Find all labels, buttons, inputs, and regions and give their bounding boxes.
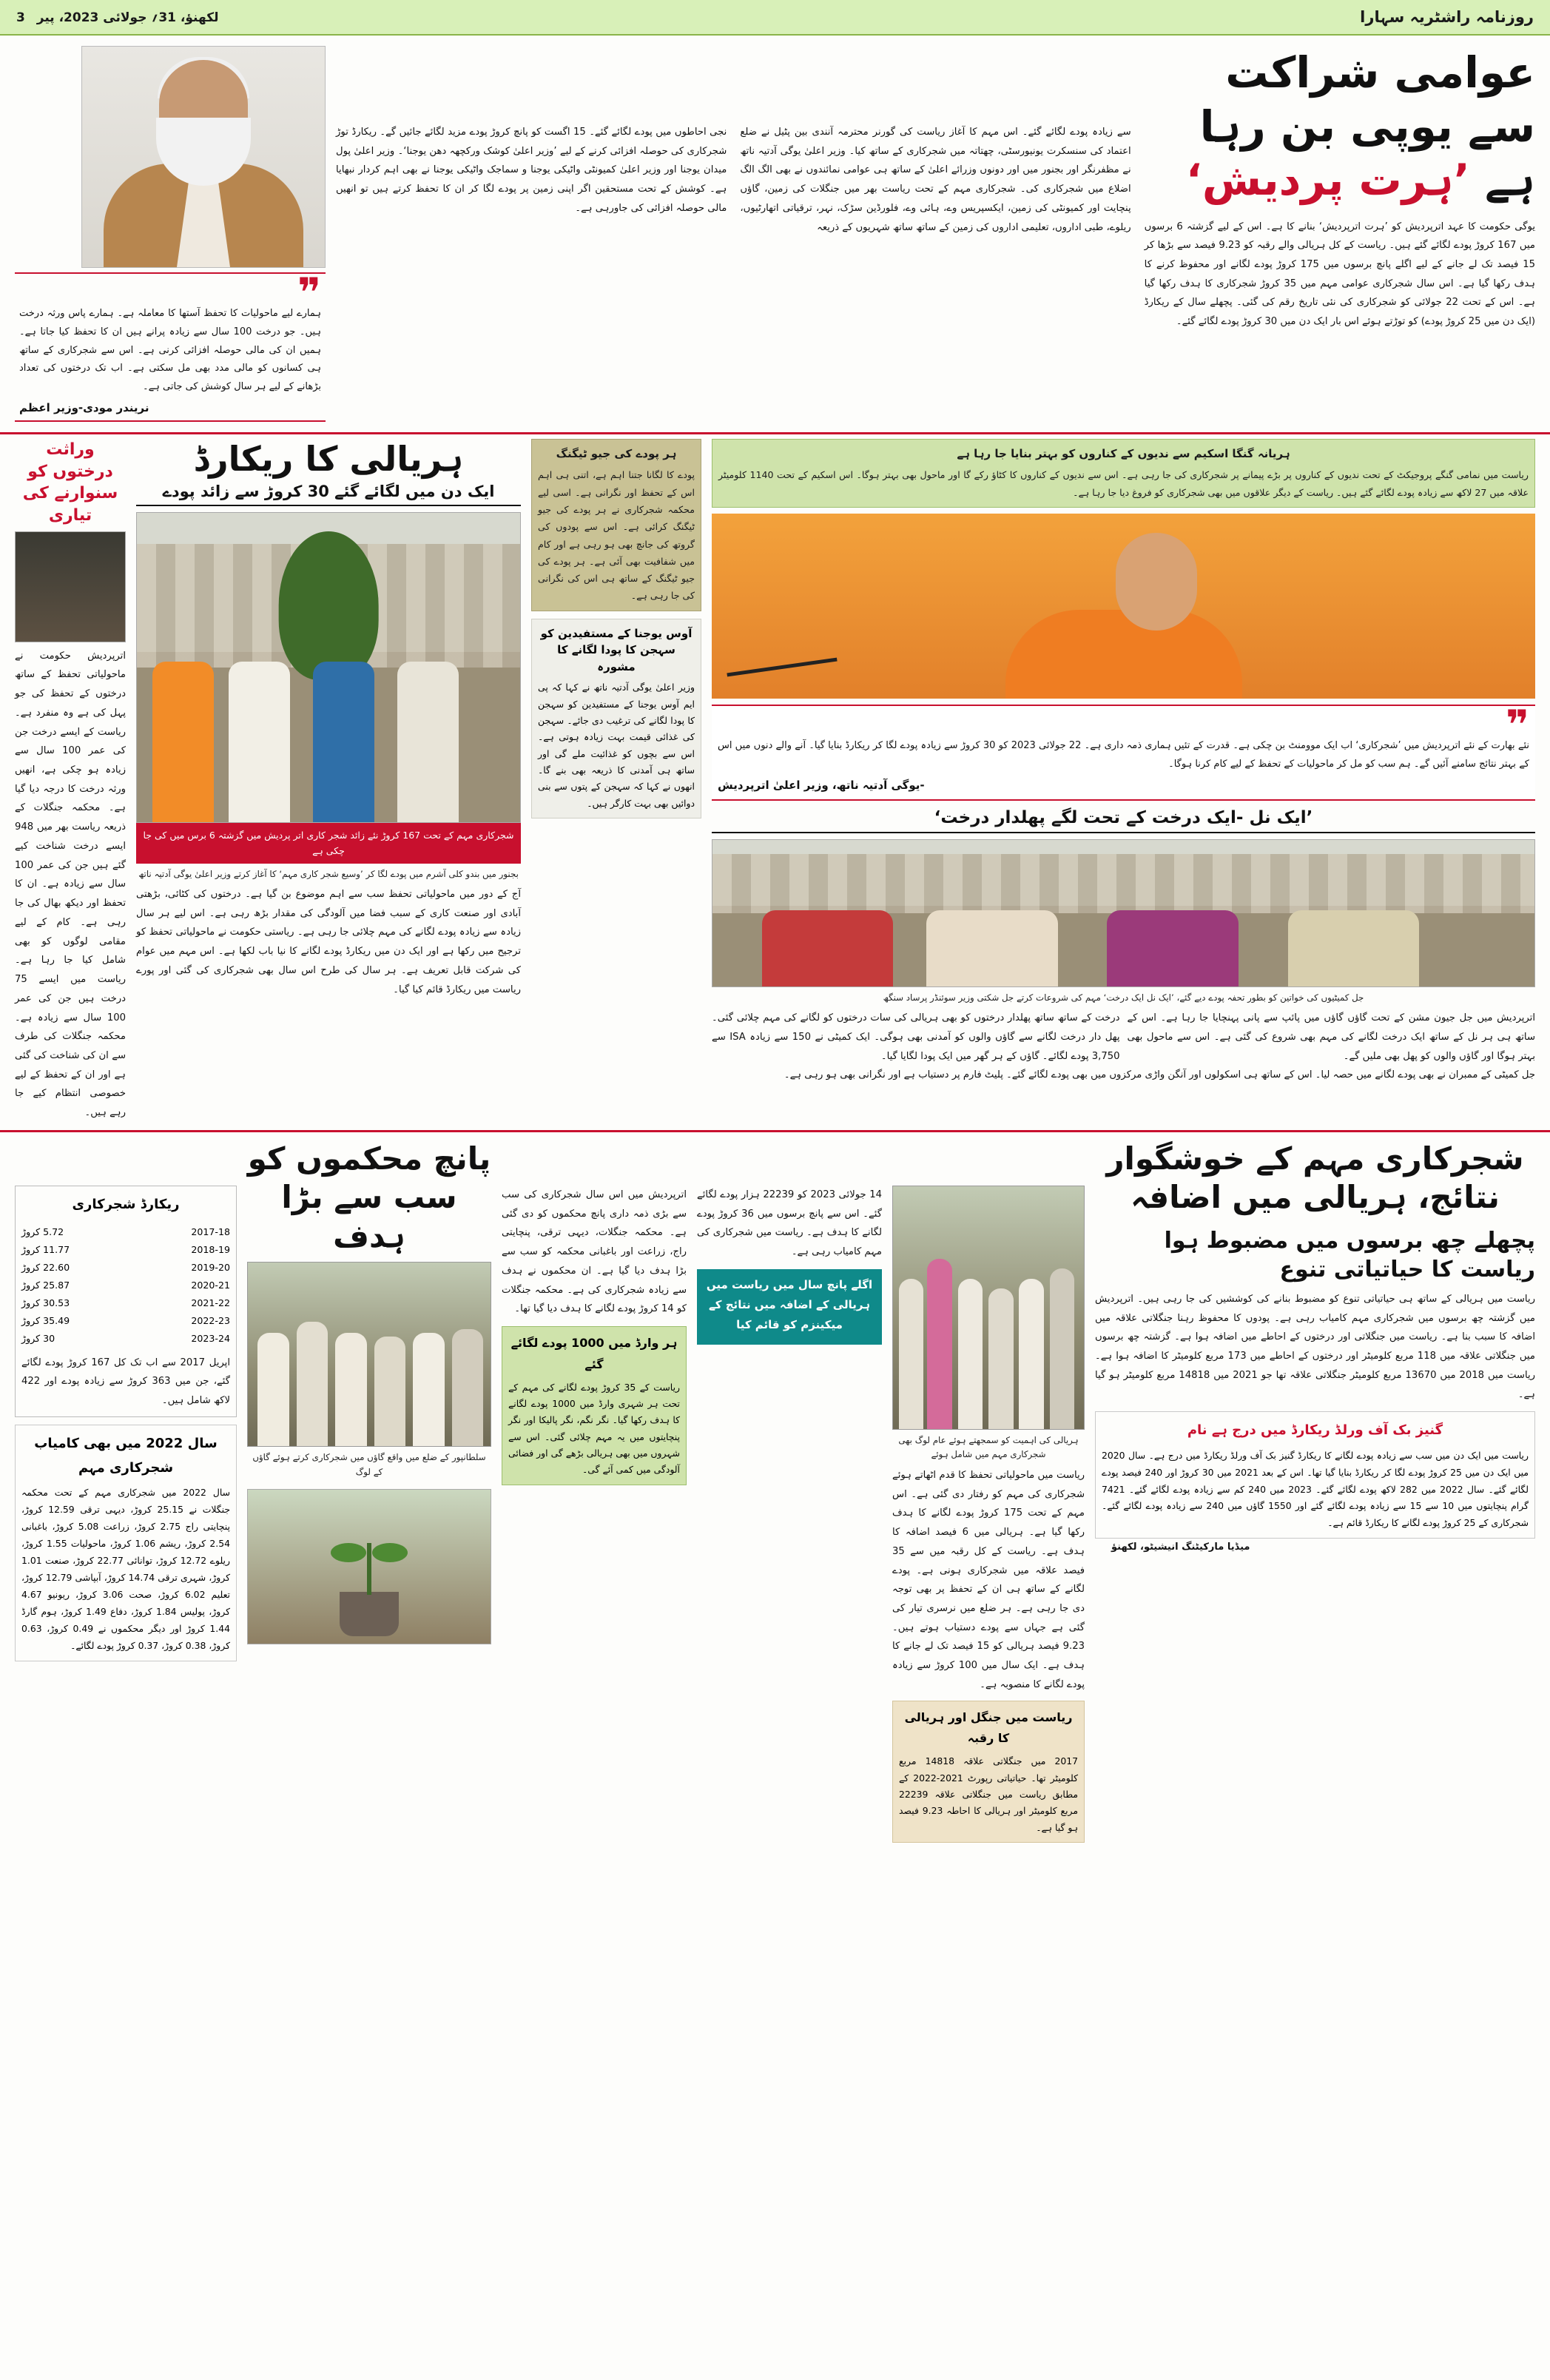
five-departments-headline: پانچ محکموں کو سب سے بڑا ہدف <box>247 1140 491 1254</box>
table-row <box>21 1330 230 1348</box>
ek-nal-body-left: اترپردیش میں جل جیون مشن کے تحت گاؤں گاؤں میں پائپ سے پانی پہنچایا جا رہا ہے۔ اس کے ساتھ ہی ہر نل کے ساتھ ایک درخت لگانے کی مہم بھی شروع کی گئی ہے۔ اس سے ماحول بھی بہتر ہوگا اور گاؤں والوں کو پھل بھی ملیں گے۔ <box>1127 1012 1535 1062</box>
quote-mark-icon: ❞ <box>297 269 321 316</box>
record-value: 22.60 کروڑ <box>21 1261 70 1273</box>
ward-plantation-column <box>502 1140 687 1843</box>
next-five-years-title: اگلے پانچ سال میں ریاست میں ہریالی کے اضافہ میں نتائج کے میکینزم کو قائم کیا <box>706 1277 873 1331</box>
namami-gange-body: ریاست میں نمامی گنگے پروجیکٹ کے تحت ندیوں کے کناروں پر بڑے پیمانے پر شجرکاری کی جا رہی ہے۔ اس سے ندیوں کے کناروں کا کٹاؤ رکے گا اور ماحول بھی بہتر ہوگا۔ اس اسکیم کے تحت 1140 کلومیٹر علاقہ میں 27 لاکھ سے زیادہ پودے لگائے گئے ہیں۔ ریاست کے دیگر علاقوں میں بھی شجرکاری کو فروغ دیا جا رہا ہے۔ <box>718 469 1529 498</box>
edition-line <box>16 10 218 25</box>
results-headline: شجرکاری مہم کے خوشگوار نتائج، ہریالی میں اضافہ <box>1106 1140 1524 1216</box>
water-committee-photo <box>712 839 1535 987</box>
year-2022-box <box>15 1425 237 1661</box>
lead-column-2 <box>740 46 1131 422</box>
record-value: 35.49 کروڑ <box>21 1314 70 1326</box>
ek-nal-body-right: درخت کے ساتھ ساتھ پھلدار درختوں کو بھی ہریالی کی سات درختوں کو لگانے کی مہم چلائی گئی۔ پھل دار درخت لگانے سے گاؤں والوں کو آمدنی بھی ہوگی۔ ایک کمیٹی نے 150 سے زیادہ ISA سے 3,750 پودے لگائے۔ گاؤں کے ہر گھر میں ایک پودا لگایا گیا۔ <box>712 1012 1120 1062</box>
record-year: 2019-20 <box>191 1261 230 1273</box>
lead-body-2: سے زیادہ پودے لگائے گئے۔ اس مہم کا آغاز ریاست کی گورنر محترمہ آنندی بین پٹیل نے ضلع اعتماد کی سنسکرت یونیورسٹی، چھتاتہ میں شجرکاری کے ساتھ کیا۔ وزیر اعلیٰ یوگی آدتیہ ناتھ نے مظفرنگر اور بجنور میں اور دونوں وزرائے اعلیٰ کے ساتھ ہی عوامی نمائندوں نے بھی الگ الگ اضلاع میں شجرکاری کی۔ شجرکاری مہم کے تحت ریاست بھر میں جنگلات کی زمین، گاؤں پنچایت اور کمیونٹی کی زمین، ایکسپریس وے، ہائی وے، فلورڈین سڑک، نہر، ترقیاتی اتھارٹیوں، ریلوے، طبی اداروں، تعلیمی اداروں کی زمین کے ساتھ ساتھ شہریوں کے ذریعہ <box>740 127 1131 233</box>
lead-body-3: نجی احاطوں میں پودے لگائے گئے۔ 15 اگست کو پانچ کروڑ پودے مزید لگائے جائیں گے۔ ریکارڈ توڑ شجرکاری کی حوصلہ افزائی کرنے کے لیے ’وزیر اعلیٰ کوشک ورکچھہ دھن یوجنا‘۔ وزیر اعلیٰ پول میدان یوجنا اور وزیر اعلیٰ کمیونٹی واٹیکی یوجنا و سماجک واٹیکی یوجنا نے بھی اہم کردار نبھایا ہے۔ کوشش کے تحت مستحقین اگر اپنی زمین پر پودے لگا کر ان کا تحفظ کرتے ہیں تو انھیں مالی حوصلہ افزائی کی جاورہی ہے۔ <box>336 127 727 214</box>
hariyali-body: آج کے دور میں ماحولیاتی تحفظ سب سے اہم موضوع بن گیا ہے۔ درختوں کی کٹائی، بڑھتی آبادی اور صنعت کاری کے سبب فضا میں آلودگی کی مقدار بڑھ رہی ہے۔ اس لیے ہر سال زیادہ سے زیادہ پودے لگانے کی مہم چلائی جا رہی ہے۔ ریاستی حکومت نے ماحولیاتی تحفظ کو ترجیح میں رکھا ہے اور ایک دن میں ریکارڈ پودے لگانے کا نیا باب لکھا ہے۔ اس مہم میں عوام کی شرکت قابل تعریف ہے۔ ہر سال کی طرح اس سال بھی شجرکاری کی گئی اور پورے ریاست میں ریکارڈ قائم کیا گیا۔ <box>136 888 521 995</box>
pm-quote-block <box>15 269 326 422</box>
table-row <box>21 1259 230 1277</box>
lead-column-3 <box>336 46 727 422</box>
cm-plantation-caption: بجنور میں بندو کلی آشرم میں پودے لگا کر ’وسیع شجر کاری مہم‘ کا آغاز کرتے وزیر اعلیٰ یوگی آدتیہ ناتھ <box>138 868 519 879</box>
biodiversity-column <box>1095 1140 1535 1843</box>
record-year: 2018-19 <box>191 1244 230 1256</box>
quote-mark-icon-2: ❞ <box>1506 701 1529 748</box>
yogi-quote-text: نئے بھارت کے نئے اترپردیش میں ’شجرکاری‘ اب ایک موومنٹ بن چکی ہے۔ قدرت کے تئیں ہماری ذمہ داری ہے۔ 22 جولائی 2023 کو 30 کروڑ سے زیادہ پودے لگا کر ریکارڈ بنایا گیا۔ آنے والے دنوں میں اس کے بہتر نتائج سامنے آئیں گے۔ ہم سب کو مل کر ماحولیات کے تحفظ کے لیے کام کرنا ہوگا۔ <box>718 740 1529 770</box>
record-year: 2020-21 <box>191 1279 230 1291</box>
guinness-record-title: گنیز بک آف ورلڈ ریکارڈ میں درج ہے نام <box>1187 1422 1443 1439</box>
pm-quote-attribution: نریندر مودی-وزیر اعظم <box>19 400 149 414</box>
record-year: 2023-24 <box>191 1332 230 1344</box>
ward-plantation-box <box>502 1326 687 1485</box>
lead-headline-main: عوامی شراکت سے یوپی بن رہا ہے <box>1199 47 1535 205</box>
ward-plantation-title: ہر وارڈ میں 1000 پودے لگائے گئے <box>511 1336 678 1371</box>
sahjan-advice-box <box>531 619 701 818</box>
village-plantation-photo <box>247 1262 491 1447</box>
table-row <box>21 1277 230 1294</box>
heritage-trees-title: وراثت درختوں کو سنوارنے کی تیاری <box>22 440 118 525</box>
year-2022-title: سال 2022 میں بھی کامیاب شجرکاری مہم <box>34 1435 218 1476</box>
paper-name: روزنامہ راشٹریہ سہارا <box>1360 8 1534 26</box>
biodiversity-headline: پچھلے چھ برسوں میں مضبوط ہوا ریاست کا حیاتیاتی تنوع <box>1164 1227 1535 1283</box>
pm-quote-text: ہمارے لیے ماحولیات کا تحفظ آستھا کا معاملہ ہے۔ ہمارے پاس ورثہ درخت ہیں۔ جو درخت 100 سال سے زیادہ پرانے ہیں ان کا تحفظ کیا جاتا ہے۔ ہمیں ان کی مالی حوصلہ افزائی کرنی ہے۔ اس سے شجرکاری کے ساتھ ہی کسانوں کو مالی مدد بھی مل سکتی ہے۔ اب تک درختوں کی تعداد بڑھانے کے لیے ہر سال کوشش کی جاتی ہے۔ <box>19 308 321 393</box>
record-value: 11.77 کروڑ <box>21 1244 70 1256</box>
lead-story <box>0 36 1550 426</box>
biodiversity-body: ریاست میں ہریالی کے ساتھ ہی حیاتیاتی تنوع کو مضبوط بنانے کی کوششیں کی جا رہی ہیں۔ اترپردیش میں گزشتہ چھ برسوں میں شجرکاری مہم کامیاب رہی ہے۔ پودوں کا محفوظ رہنا جنگلاتی علاقہ میں اضافہ کا سبب بنا ہے۔ ریاست میں جنگلاتی اور درختوں کے احاطے میں اضافہ ہوا ہے۔ گزشتہ چھ برسوں میں جنگلاتی علاقہ میں 118 مربع کلومیٹر اور درختوں کے احاطے میں 173 مربع کلومیٹر کا اضافہ ہوا ہے۔ ریاست میں 2018 میں 13670 مربع کلومیٹر جنگلاتی علاقہ تھا جو 2021 میں 14818 مربع کلومیٹر ہو گیا ہے۔ <box>1095 1293 1536 1400</box>
heritage-tree-photo <box>15 531 126 642</box>
table-row <box>21 1223 230 1241</box>
geo-tagging-column <box>531 439 701 1123</box>
forest-area-box <box>892 1701 1085 1843</box>
community-plantation-photo <box>892 1186 1085 1430</box>
table-row <box>21 1312 230 1330</box>
record-value: 30 کروڑ <box>21 1332 55 1344</box>
hariyali-subheadline: ایک دن میں لگائے گئے 30 کروڑ سے زائد پودے <box>136 483 521 506</box>
masthead <box>0 0 1550 36</box>
lead-column-1 <box>1145 46 1535 422</box>
yearwise-records-box <box>15 1186 237 1417</box>
water-committee-caption: جل کمیٹیوں کی خواتین کو بطور تحفہ پودے دیے گئے، ’ایک نل ایک درخت‘ مہم کی شروعات کرتے جل شکتی وزیر سوئنڈر پرساد سنگھ <box>883 992 1364 1003</box>
heritage-trees-body: اترپردیش حکومت نے ماحولیاتی تحفظ کے ساتھ درختوں کے تحفظ کی جو پہل کی ہے وہ منفرد ہے۔ ریاست کے ایسے درخت جن کی عمر 100 سال سے زیادہ ہو چکی ہے، انھیں ورثہ درخت کا درجہ دیا گیا ہے۔ محکمہ جنگلات کے ذریعہ ریاست بھر میں 948 ایسے درخت شناخت کیے گئے ہیں جن کی عمر 100 سال سے زیادہ ہے۔ ان کا تحفظ اور دیکھ بھال کی جا رہی ہے۔ کام کے لیے مقامی لوگوں کو بھی شامل کیا جا رہا ہے۔ ریاست میں ایسے 75 درخت ہیں جن کی عمر 100 سال سے زیادہ ہے۔ محکمہ جنگلات کی طرف سے ان کی شناخت کی گئی ہے اور ان کے تحفظ کے لیے خصوصی انتظام کیے جا رہے ہیں۔ <box>15 650 126 1119</box>
yearwise-records-title: ریکارڈ شجرکاری <box>72 1196 180 1212</box>
lead-columns <box>336 46 1535 422</box>
next-five-years-intro: 14 جولائی 2023 کو 22239 ہزار پودے لگائے گئے۔ اس سے پانچ برسوں میں 36 کروڑ پودے لگانے کا ہدف ہے۔ ریاست میں شجرکاری کی مہم کامیاب رہی ہے۔ <box>697 1189 882 1258</box>
ward-plantation-body: ریاست کے 35 کروڑ پودے لگانے کی مہم کے تحت ہر شہری وارڈ میں 1000 پودے لگانے کا ہدف رکھا گیا۔ نگر نگم، نگر پالیکا اور نگر پنچایتوں میں یہ مہم چلائی گئی۔ اس سے شہروں میں بھی ہریالی بڑھے گی اور فضائی آلودگی میں کمی آئے گی۔ <box>508 1381 680 1476</box>
cm-plantation-photo <box>136 512 521 823</box>
forest-area-title: ریاست میں جنگل اور ہریالی کا رقبہ <box>904 1710 1073 1746</box>
results-mid-column <box>892 1140 1085 1843</box>
yearwise-records-note: اپریل 2017 سے اب تک کل 167 کروڑ پودے لگائے گئے، جن میں 363 کروڑ سے زیادہ پودے اور 422 لاکھ شامل ہیں۔ <box>21 1357 231 1407</box>
geo-tagging-box <box>531 439 701 611</box>
yogi-quote-attribution: -یوگی آدتیہ ناتھ، وزیر اعلیٰ اترپردیش <box>718 778 925 792</box>
record-year: 2017-18 <box>191 1226 230 1238</box>
record-year: 2022-23 <box>191 1314 230 1326</box>
yogi-column <box>712 439 1535 1123</box>
hariyali-main-column <box>136 439 521 1123</box>
sapling-photo <box>247 1489 491 1644</box>
edition-date: لکھنؤ، 31؍ جولائی 2023، پیر <box>36 10 219 25</box>
forest-area-body: 2017 میں جنگلاتی علاقہ 14818 مربع کلومیٹر تھا۔ حیاتیاتی رپورٹ 2021-2022 کے مطابق ریاست میں جنگلاتی علاقہ 22239 مربع کلومیٹر اور ہریالی کا احاطہ 9.23 فیصد ہو گیا ہے۔ <box>899 1755 1078 1833</box>
guinness-record-body: ریاست میں ایک دن میں سب سے زیادہ پودے لگانے کا ریکارڈ گنیز بک آف ورلڈ ریکارڈ میں درج ہے۔ سال 2020 میں ایک دن میں 25 کروڑ پودے لگا کر ریکارڈ بنایا گیا تھا۔ اس کے بعد 2021 میں 30 کروڑ اور 240 فیصد پودے لگائے گئے۔ سال 2022 میں 282 لاکھ پودے لگائے گئے۔ 2023 میں 240 کم سے زیادہ پودے لگائے گئے۔ 7421 گرام پنچایتوں میں 10 سے 15 سے زیادہ پودے لگائے گئے اور 1550 گاؤں میں 240 سے زیادہ پودے لگائے گئے۔ شجرکاری کے 25 کروڑ پودے لگانے کا ریکارڈ قائم ہے۔ <box>1102 1449 1529 1529</box>
next-five-years-column <box>697 1140 882 1843</box>
yogi-quote-block <box>712 701 1535 801</box>
namami-gange-title: ہریانہ گنگا اسکیم سے ندیوں کے کناروں کو بہتر بنایا جا رہا ہے <box>957 446 1290 460</box>
ward-plantation-intro: اترپردیش میں اس سال شجرکاری کی سب سے بڑی ذمہ داری پانچ محکموں کو دی گئی ہے۔ محکمہ جنگلات، دیہی ترقی، پنچایتی راج، زراعت اور باغبانی محکمہ کو سب سے بڑا ہدف دیا گیا ہے۔ ان محکموں نے ہدف سے زیادہ شجرکاری کی ہے۔ محکمہ جنگلات کو 14 کروڑ پودے لگانے کا ہدف دیا گیا تھا۔ <box>502 1189 687 1315</box>
section-results <box>0 1130 1550 1853</box>
hariyali-headline: ہریالی کا ریکارڈ <box>193 438 464 479</box>
guinness-record-box <box>1095 1411 1535 1539</box>
sahjan-advice-body: وزیر اعلیٰ یوگی آدتیہ ناتھ نے کہا کہ پی ایم آوس یوجنا کے مستفیدین کو سہجن کا پودا لگانے کی ترغیب دی جائے۔ سہجن کی غذائی قیمت بہت زیادہ ہوتی ہے۔ اس سے بچوں کو غذائیت ملے گی اور ساتھ ہی آمدنی کا ذریعہ بھی بنے گا۔ انھوں نے کہا کہ سہجن کے پتوں سے بنی دوائیں بھی بہت کارگر ہیں۔ <box>538 682 695 809</box>
ek-nal-body-tail: جل کمیٹی کے ممبران نے بھی پودے لگانے میں حصہ لیا۔ اس کے ساتھ ہی اسکولوں اور آنگن واڑی مرکزوں میں بھی پودے لگائے گئے۔ پلیٹ فارم پر دستیاب ہے اور نگرانی بھی ہو رہی ہے۔ <box>784 1069 1535 1081</box>
record-value: 30.53 کروڑ <box>21 1297 70 1308</box>
footer-credit: میڈیا مارکیٹنگ انیشیٹو، لکھنؤ <box>1111 1542 1250 1553</box>
heritage-trees-column <box>15 439 126 1123</box>
sahjan-advice-title: آوس یوجنا کے مستفیدین کو سہجن کا پودا لگانے کا مشورہ <box>540 626 693 673</box>
lead-body-1: یوگی حکومت کا عہد اترپردیش کو ’ہرت اترپردیش‘ بنانے کا ہے۔ اس کے لیے گزشتہ 6 برسوں میں 167 کروڑ پودے لگائے گئے ہیں۔ ریاست کے کل ہریالی والے رقبہ کو 9.23 فیصد سے بڑھا کر 15 فیصد تک لے جانے کے لیے اگلے پانچ برسوں میں 175 کروڑ پودے لگانے اور محفوظ کرنے کا ہدف رکھا گیا ہے۔ اس سال شجرکاری عوامی مہم میں 35 کروڑ شجرکاری کا ہدف رکھا گیا ہے۔ اس کے تحت 22 جولائی کو شجرکاری کی نئی تاریخ رقم کی گئی۔ پچھلے سال کے ریکارڈ (ایک دن میں 25 کروڑ پودے) کو توڑتے ہوئے اس بار ایک دن میں 30 کروڑ پودے لگائے گئے۔ <box>1144 221 1535 328</box>
record-value: 25.87 کروڑ <box>21 1279 70 1291</box>
record-year: 2021-22 <box>191 1297 230 1308</box>
ek-nal-ek-darakht-headline: ’ایک نل -ایک درخت کے تحت لگے پھلدار درخت‘ <box>712 808 1535 833</box>
record-value: 5.72 کروڑ <box>21 1226 64 1238</box>
pm-modi-photo <box>81 46 326 268</box>
records-column <box>15 1140 237 1843</box>
year-2022-body: سال 2022 میں شجرکاری مہم کے تحت محکمہ جنگلات نے 25.15 کروڑ، دیہی ترقی 12.59 کروڑ، پنچایتی راج 2.75 کروڑ، زراعت 5.08 کروڑ، باغبانی 2.54 کروڑ، ریشم 1.06 کروڑ، ماحولیات 1.55 کروڑ، ریلوے 12.72 کروڑ، توانائی 22.77 کروڑ، صنعت 1.01 کروڑ، شہری ترقی 14.74 کروڑ، آبپاشی 12.79 کروڑ، تعلیم 6.02 کروڑ، صحت 3.06 کروڑ، ریونیو 4.67 کروڑ، پولیس 1.84 کروڑ، دفاع 1.49 کروڑ، ہوم گارڈ 1.44 کروڑ اور دیگر محکموں نے 0.49 کروڑ، 0.63 کروڑ، 0.38 کروڑ، 0.37 کروڑ پودے لگائے۔ <box>21 1487 231 1651</box>
lead-photo-block <box>15 46 326 422</box>
cm-plantation-caption-red: شجرکاری مہم کے تحت 167 کروڑ نئے زائد شجر کاری اتر پردیش میں گزشتہ 6 برس میں کی جا چکی ہے <box>136 823 521 864</box>
geo-tagging-title: ہر پودے کی جیو ٹیگنگ <box>556 446 677 460</box>
community-plantation-caption: ہریالی کی اہمیت کو سمجھتے ہوئے عام لوگ بھی شجرکاری مہم میں شامل ہوئے <box>898 1434 1079 1460</box>
namami-gange-box <box>712 439 1535 508</box>
village-plantation-caption: سلطانپور کے ضلع میں واقع گاؤں میں شجرکاری کرتے ہوئے گاؤں کے لوگ <box>252 1452 486 1477</box>
table-row <box>21 1241 230 1259</box>
table-row <box>21 1294 230 1312</box>
lead-headline <box>1145 46 1535 207</box>
lead-headline-quoted: ’ہرت پردیش‘ <box>1185 155 1470 205</box>
next-five-years-box <box>697 1269 882 1345</box>
section-hariyali-record <box>0 432 1550 1130</box>
geo-tagging-body: پودے کا لگانا جتنا اہم ہے، اتنی ہی اہم اس کے تحفظ اور نگرانی ہے۔ اسی لیے محکمہ شجرکاری نے ہر پودے کی جیو ٹیگنگ کرائی ہے۔ اس سے پودوں کی گروتھ کی جانچ بھی ہو رہی ہے اور کام میں شفافیت بھی آئی ہے۔ ہر پودے کی جیو ٹیگنگ کے ساتھ ہی اس کی نگرانی کی جا رہی ہے۔ <box>538 469 695 602</box>
five-departments-column <box>247 1140 491 1843</box>
yearwise-records-list <box>21 1223 230 1347</box>
page-number: 3 <box>16 10 25 25</box>
yogi-adityanath-photo <box>712 514 1535 699</box>
results-mid-body: ریاست میں ماحولیاتی تحفظ کا قدم اٹھاتے ہوئے شجرکاری کی مہم کو رفتار دی گئی ہے۔ اس مہم کے تحت 175 کروڑ پودے لگانے کا ہدف رکھا گیا ہے۔ ہریالی میں 6 فیصد اضافہ کا ہدف ہے۔ ریاست کے کل رقبہ میں سے 35 فیصد علاقہ میں شجرکاری ہونی ہے۔ پودے لگانے کے ساتھ ہی ان کے تحفظ پر بھی توجہ دی جا رہی ہے۔ ہر ضلع میں نرسری تیار کی گئی ہے جہاں سے پودے دستیاب ہوتے ہیں۔ 9.23 فیصد ہریالی کو 15 فیصد تک لے جانے کا ہدف ہے۔ ایک سال میں 100 کروڑ سے زیادہ پودے لگانے کا منصوبہ ہے۔ <box>892 1469 1085 1690</box>
